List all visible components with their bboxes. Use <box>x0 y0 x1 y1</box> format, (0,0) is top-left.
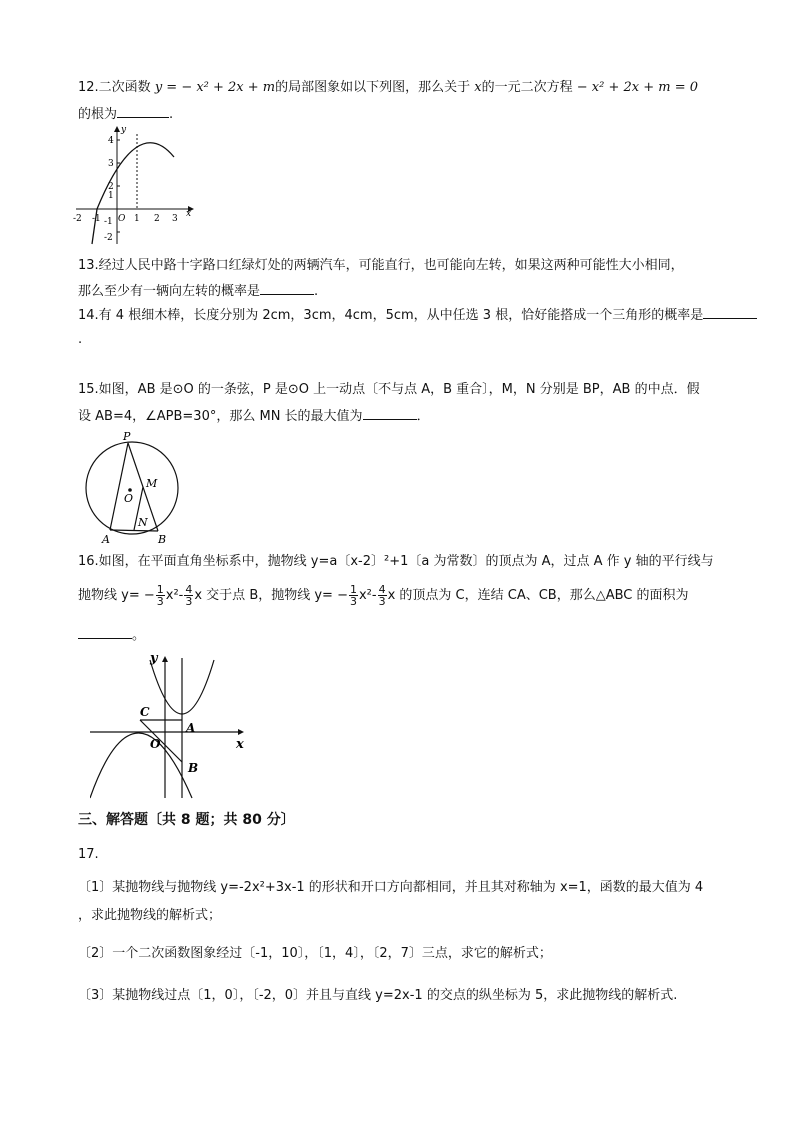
x-tick: 2 <box>154 214 160 224</box>
x-tick: -2 <box>73 214 82 224</box>
q13-line2: 那么至少有一辆向左转的概率是 . <box>78 280 318 302</box>
q17-part2: 〔2〕一个二次函数图象经过〔-1，10〕，〔1，4〕，〔2，7〕三点，求它的解析式； <box>78 946 552 961</box>
label-n: N <box>138 516 148 529</box>
x-tick: 1 <box>134 214 140 224</box>
fraction: $\frac{1}{3}$ <box>156 583 164 608</box>
y-tick: 4 <box>108 136 114 146</box>
y-tick: -1 <box>104 217 113 227</box>
q12-equation: − x² + 2x + m = 0 <box>576 80 699 95</box>
label-b: B <box>158 533 167 546</box>
q14-line2: . <box>78 332 83 347</box>
q12-graph <box>72 124 196 248</box>
label-o: O <box>124 492 134 505</box>
label-o: O <box>150 737 161 751</box>
y-tick: 3 <box>108 159 114 169</box>
y-axis-label: y <box>121 125 127 135</box>
section-title: 三、解答题〔共 8 题；共 80 分〕 <box>78 812 295 828</box>
q17-part1-line2: ，求此抛物线的解析式； <box>78 908 222 923</box>
q16-parabola-figure <box>90 648 250 804</box>
label-b: B <box>188 761 199 775</box>
label-p: P <box>123 430 131 443</box>
q12-line1: 12.二次函数 y = − x² + 2x + m的局部图象如以下列图，那么关于 x的一元二次方程 − x² + 2x + m = 0 <box>78 80 699 95</box>
q14-line1: 14.有 4 根细木棒，长度分别为 2cm，3cm，4cm，5cm，从中任选 3 根，恰好能搭成一个三角形的概率是 <box>78 304 757 326</box>
x-tick: -1 <box>92 214 101 224</box>
q12-function: y = − x² + 2x + m <box>154 80 276 95</box>
answer-blank[interactable] <box>117 103 169 118</box>
label-a: A <box>186 721 196 735</box>
parabola-curve <box>92 143 174 244</box>
q17-number: 17. <box>78 847 99 862</box>
origin-label: O <box>118 214 126 224</box>
q17-part1-line1: 〔1〕某抛物线与抛物线 y=-2x²+3x-1 的形状和开口方向都相同，并且其对称轴为 x=1，函数的最大值为 4 <box>78 880 704 895</box>
q15-line1: 15.如图，AB 是⊙O 的一条弦，P 是⊙O 上一动点〔不与点 A，B 重合〕，M，N 分别是 BP，AB 的中点．假 <box>78 382 700 397</box>
label-x: x <box>236 737 244 752</box>
label-a: A <box>102 533 110 546</box>
fraction: $\frac{1}{3}$ <box>349 583 357 608</box>
y-tick: 2 <box>108 182 114 192</box>
answer-blank[interactable] <box>78 624 132 639</box>
answer-blank[interactable] <box>363 405 417 420</box>
label-y: y <box>150 651 158 666</box>
q16-line1: 16.如图，在平面直角坐标系中，抛物线 y=a〔x-2〕²+1〔a 为常数〕的顶点为 A，过点 A 作 y 轴的平行线与 <box>78 554 714 569</box>
q15-circle-figure <box>80 428 180 546</box>
q13-line1: 13.经过人民中路十字路口红绿灯处的两辆汽车，可能直行，也可能向左转，如果这两种可能性大小相同， <box>78 258 684 273</box>
label-c: C <box>140 705 150 719</box>
y-tick: 1 <box>108 191 114 201</box>
x-tick: 3 <box>172 214 178 224</box>
fraction: $\frac{4}{3}$ <box>185 583 193 608</box>
q16-line3: 。 <box>78 624 145 646</box>
y-tick: -2 <box>104 233 113 243</box>
q17-part3: 〔3〕某抛物线过点〔1，0〕，〔-2，0〕并且与直线 y=2x-1 的交点的纵坐标为 5，求此抛物线的解析式. <box>78 988 678 1003</box>
answer-blank[interactable] <box>260 280 314 295</box>
q12-line2: 的根为 . <box>78 103 173 125</box>
label-m: M <box>146 477 158 490</box>
answer-blank[interactable] <box>703 304 757 319</box>
downward-parabola <box>90 733 192 798</box>
x-axis-label: x <box>186 209 192 219</box>
fraction: $\frac{4}{3}$ <box>378 583 386 608</box>
q15-line2: 设 AB=4，∠APB=30°，那么 MN 长的最大值为 ． <box>78 405 430 427</box>
q16-line2: 抛物线 y= − $\frac{1}{3}$ x²- $\frac{4}{3}$ x 交于点 B，抛物线 y= − $\frac{1}{3}$ x²- $\frac{4}{3}$ x 的顶点为 C，连结 CA、CB，那么△ABC 的面积为 <box>78 583 689 608</box>
